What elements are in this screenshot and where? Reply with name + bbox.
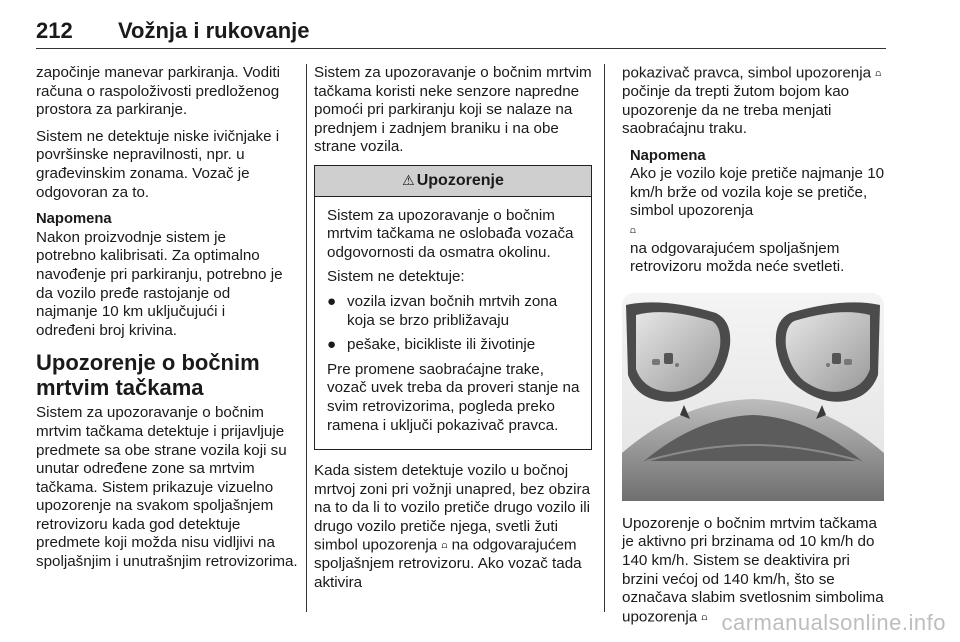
page-header: [36, 8, 886, 49]
chapter-title: Vožnja i rukovanje: [118, 18, 310, 43]
column-left: [36, 64, 298, 580]
column-divider: [306, 64, 307, 612]
section-heading: Upozorenje o bočnim mrtvim tačkama: [36, 350, 260, 401]
page-number: 212: [36, 18, 73, 43]
text-run: Kada sistem detektuje vozilo u bočnoj mrtvoj zoni pri vožnji unapred, bez obzira na to da li to vozilo pretiče drugo vozilo ili drugo vozilo pretiče njega, svetli žuti simbol upozorenja: [314, 462, 591, 554]
warning-header: [315, 166, 591, 197]
bullet-icon: ●: [327, 336, 337, 354]
paragraph: [314, 462, 592, 592]
bullet-item: [327, 336, 581, 355]
warning-text: Sistem ne detektuje:: [327, 268, 465, 286]
text-run: Upozorenje o bočnim mrtvim tačkama je aktivno pri brzinama od 10 km/h do 140 km/h. Sistem se deaktivira pri brzini većoj od 140 km/h, što se označava slabim svetlosnim simbolima upozorenja: [622, 514, 884, 626]
note: [622, 147, 886, 277]
text-run: Ako je vozilo koje pretiče najmanje 10 km/h brže od vozila koje se pretiče, simbol upozorenja: [630, 165, 885, 220]
paragraph: Sistem ne detektuje niske ivičnjake i površinske nepravilnosti, npr. u građevinskim zonama. Vozač je odgovoran za to.: [36, 127, 280, 201]
blind-spot-warning-icon: ⩍: [701, 611, 708, 622]
warning-body: [315, 197, 591, 450]
paragraph: Sistem za upozoravanje o bočnim mrtvim tačkama koristi neke senzore napredne pomoći pri parkiranju koji se nalaze na prednjem i zadnjem braniku i na obe strane vozila.: [314, 64, 592, 156]
text-run: na odgovarajućem spoljašnjem retrovizoru možda neće svetleti.: [630, 239, 845, 276]
warning-triangle-icon: ⚠: [402, 171, 415, 188]
warning-box: [314, 165, 592, 450]
column-right: [622, 64, 886, 635]
column-middle: [314, 64, 592, 601]
note-text: [630, 165, 886, 277]
note-title: Napomena: [630, 147, 706, 164]
bullet-icon: ●: [327, 292, 337, 310]
column-divider: [604, 64, 605, 612]
note-line: Nakon proizvodnje sistem je: [36, 228, 226, 246]
note-title: Napomena: [36, 211, 112, 228]
bullet-text: vozila izvan bočnih mrtvih zona koja se brzo približavaju: [347, 292, 558, 329]
side-mirror-illustration: [622, 293, 884, 501]
paragraph: [622, 64, 886, 139]
blind-spot-warning-icon: ⩍: [630, 225, 636, 236]
warning-text: Pre promene saobraćajne trake, vozač uvek treba da proveri stanje na svim retrovizorima, pogleda preko ramena i uključi pokazivač pravca.: [327, 360, 580, 434]
text-run: počinje da trepti žutom bojom kao upozorenje da ne treba menjati saobraćajnu traku.: [622, 82, 850, 138]
note-line: potrebno kalibrisati. Za optimalno: [36, 247, 260, 265]
blind-spot-warning-icon: ⩍: [875, 68, 882, 78]
paragraph: Sistem za upozoravanje o bočnim mrtvim tačkama detektuje i prijavljuje predmete sa obe strane vozila koji su unutar određene zone sa mrtvim tačkama. Sistem prikazuje vizuelno upozorenje na svakom spoljašnjem retrovizoru kada god detektuje predmete koji možda nisu vidljivi na spoljašnjim i unutrašnjim retrovizorima.: [36, 404, 298, 571]
warning-text: Sistem za upozoravanje o bočnim mrtvim tačkama ne oslobađa vozača odgovornosti da osmatra okolinu.: [327, 206, 574, 261]
blind-spot-warning-icon: ⩍: [441, 540, 448, 551]
bullet-item: [327, 293, 581, 330]
note-line: da vozilo pređe rastojanje od: [36, 284, 231, 302]
warning-title: Upozorenje: [416, 171, 504, 189]
note-line: navođenje pri parkiranju, potrebno je: [36, 265, 283, 283]
text-run: pokazivač pravca, simbol upozorenja: [622, 64, 872, 82]
watermark: carmanualsonline.info: [721, 610, 946, 635]
text-run: na odgovarajućem spoljašnjem retrovizoru. Ako vozač tada aktivira: [314, 536, 582, 591]
note-line: najmanje 10 km uključujući i: [36, 303, 226, 321]
note: [36, 210, 298, 340]
paragraph: započinje manevar parkiranja. Voditi računa o raspoloživosti predloženog prostora za parkiranje.: [36, 64, 280, 119]
bullet-text: pešake, bicikliste ili životinje: [347, 336, 536, 354]
note-line: određeni broj krivina.: [36, 321, 177, 339]
